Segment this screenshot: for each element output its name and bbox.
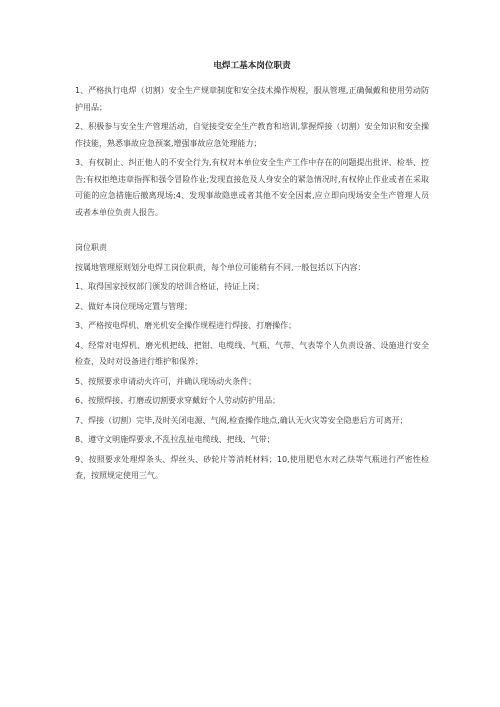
duty-item-3: 3、严格按电焊机、磨光机安全操作规程进行焊接、打磨操作； — [75, 321, 297, 330]
duty-item-2: 2、做好本岗位现场定置与管理； — [75, 301, 193, 311]
section-intro: 按属地管理原则划分电焊工岗位职责，每个单位可能稍有不同,一般包括以下内容： — [75, 262, 366, 272]
intro-item-2: 2、积极参与安全生产管理活动，自觉接受安全生产教育和培训,掌握焊接（切割）安全知识和安全操作技能，熟悉事故应急预案,增强事故应急处理能力； — [75, 122, 429, 148]
duty-item-7: 7、焊接（切割）完毕,及时关闭电源、气阀,检查操作地点,确认无火灾等安全隐患后方可离开； — [75, 415, 408, 425]
document-page — [75, 60, 429, 488]
duty-item-6: 6、按照焊接、打磨或切割要求穿戴好个人劳动防护用品； — [75, 396, 281, 405]
duty-item-5: 5、按照要求申请动火许可，并确认现场动火条件； — [75, 376, 257, 386]
duty-item-1: 1、取得国家授权部门颁发的培训合格证，持证上岗； — [75, 282, 265, 291]
section-spacer — [75, 224, 429, 240]
duty-item-9: 9、按照要求处理焊条头、焊丝头、砂轮片等消耗材料；10,使用肥皂水对乙炔等气瓶进行严密性检查，按照规定使用三气。 — [75, 454, 429, 480]
duty-item-8: 8、遵守文明施焊要求,不乱拉乱扯电缆线、把线、气带； — [75, 435, 275, 444]
intro-item-1: 1、严格执行电焊（切割）安全生产规章制度和安全技术操作规程，服从管理,正确佩戴和使用劳动防护用品； — [75, 86, 429, 112]
document-title: 电焊工基本岗位职责 — [213, 61, 291, 71]
section-title: 岗位职责 — [75, 243, 107, 252]
intro-item-3: 3、有权制止、纠正他人的不安全行为,有权对本单位安全生产工作中存在的问题提出批评、检举、控告;有权拒绝违章指挥和强令冒险作业;发现直接危及人身安全的紧急情况时,有权停止作业或者在采取可能的应急措施后撤离现场;4、发现事故隐患或者其他不安全因素,应立即向现场安全生产管理人员或者本单位负责人报告。 — [75, 158, 429, 217]
duty-item-4: 4、经常对电焊机、磨光机把线、把钳、电缆线、气瓶、气带、气表等个人负责设备、设施进行安全检查，及时对设备进行维护和保养； — [75, 340, 429, 366]
